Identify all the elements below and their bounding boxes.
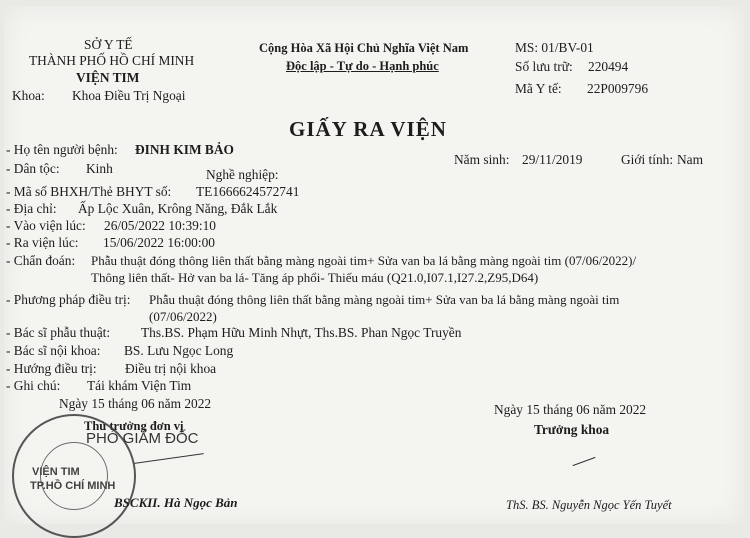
surgeon-label: - Bác sĩ phẫu thuật:: [6, 325, 111, 340]
direction-value: Điều trị nội khoa: [125, 361, 217, 376]
dob-value: 29/11/2019: [522, 152, 583, 167]
address-label: - Địa chỉ:: [6, 201, 57, 216]
motto: Độc lập - Tự do - Hạnh phúc: [286, 59, 439, 73]
diagnosis-line-2: Thông liên thất- Hở van ba lá- Tăng áp phổi- Thiếu máu (Q21.0,I07.1,I27.2,Z95,D64): [91, 270, 539, 285]
left-sign-date: Ngày 15 tháng 06 năm 2022: [59, 396, 212, 411]
gender-label: Giới tính:: [621, 152, 674, 167]
left-signer: BSCKII. Hà Ngọc Bản: [114, 495, 238, 510]
admission-label: - Vào viện lúc:: [6, 218, 86, 233]
surgeon-value: Ths.BS. Phạm Hữu Minh Nhựt, Ths.BS. Phan Ngọc Truyền: [141, 325, 462, 340]
ethnicity-label: - Dân tộc:: [6, 161, 60, 176]
ward-label: Khoa:: [12, 88, 45, 103]
form-number: MS: 01/BV-01: [515, 40, 594, 55]
patient-name-label: - Họ tên người bệnh:: [6, 142, 118, 157]
gender-value: Nam: [677, 152, 704, 167]
right-sign-role: Trưởng khoa: [534, 422, 610, 437]
note-value: Tái khám Viện Tim: [87, 378, 192, 393]
left-signature-stroke: [134, 453, 203, 464]
note-label: - Ghi chú:: [6, 378, 61, 393]
treatment-line-1: Phẫu thuật đóng thông liên thất bằng màng ngoài tim+ Sửa van ba lá bằng màng ngoài tim: [149, 292, 620, 307]
seal-bottom-text: TP.HỒ CHÍ MINH: [30, 480, 116, 492]
archive-value: 220494: [588, 59, 629, 74]
address-value: Ấp Lộc Xuân, Krông Năng, Đắk Lắk: [78, 201, 278, 216]
hospital-name: VIỆN TIM: [76, 70, 140, 85]
left-stamp-role: PHÓ GIÁM ĐỐC: [86, 430, 199, 447]
right-sign-date: Ngày 15 tháng 06 năm 2022: [494, 402, 647, 417]
discharge-value: 15/06/2022 16:00:00: [103, 235, 215, 250]
admission-value: 26/05/2022 10:39:10: [104, 218, 216, 233]
medical-id-label: Mã Y tế:: [515, 81, 562, 96]
patient-name: ĐINH KIM BẢO: [135, 142, 234, 157]
hospital-seal: [12, 414, 136, 538]
seal-top-text: VIỆN TIM: [32, 466, 80, 478]
ethnicity-value: Kinh: [86, 161, 113, 176]
treatment-line-2: (07/06/2022): [149, 309, 217, 324]
dept-name: SỞ Y TẾ: [84, 37, 133, 52]
direction-label: - Hướng điều trị:: [6, 361, 97, 376]
document-title: GIẤY RA VIỆN: [289, 117, 447, 141]
left-sign-role: Thủ trưởng đơn vị: [84, 419, 184, 433]
republic-name: Cộng Hòa Xã Hội Chủ Nghĩa Việt Nam: [259, 41, 469, 55]
right-signature-stroke: [573, 457, 596, 466]
ward-value: Khoa Điều Trị Ngoại: [72, 88, 186, 103]
medical-id-value: 22P009796: [587, 81, 649, 96]
right-signer: ThS. BS. Nguyễn Ngọc Yến Tuyết: [506, 498, 672, 512]
occupation-label: Nghề nghiệp:: [206, 167, 279, 182]
city-name: THÀNH PHỐ HỒ CHÍ MINH: [29, 53, 195, 68]
discharge-paper: [4, 6, 744, 524]
diagnosis-label: - Chẩn đoán:: [6, 253, 76, 268]
discharge-label: - Ra viện lúc:: [6, 235, 79, 250]
archive-label: Số lưu trữ:: [515, 59, 573, 74]
insurance-label: - Mã số BHXH/Thẻ BHYT số:: [6, 184, 172, 199]
internist-value: BS. Lưu Ngọc Long: [124, 343, 234, 358]
internist-label: - Bác sĩ nội khoa:: [6, 343, 101, 358]
treatment-label: - Phương pháp điều trị:: [6, 292, 131, 307]
diagnosis-line-1: Phẫu thuật đóng thông liên thất bằng màng ngoài tim+ Sửa van ba lá bằng màng ngoài tim (07/06/2022)/: [91, 253, 637, 268]
insurance-value: TE1666624572741: [196, 184, 300, 199]
dob-label: Năm sinh:: [454, 152, 510, 167]
